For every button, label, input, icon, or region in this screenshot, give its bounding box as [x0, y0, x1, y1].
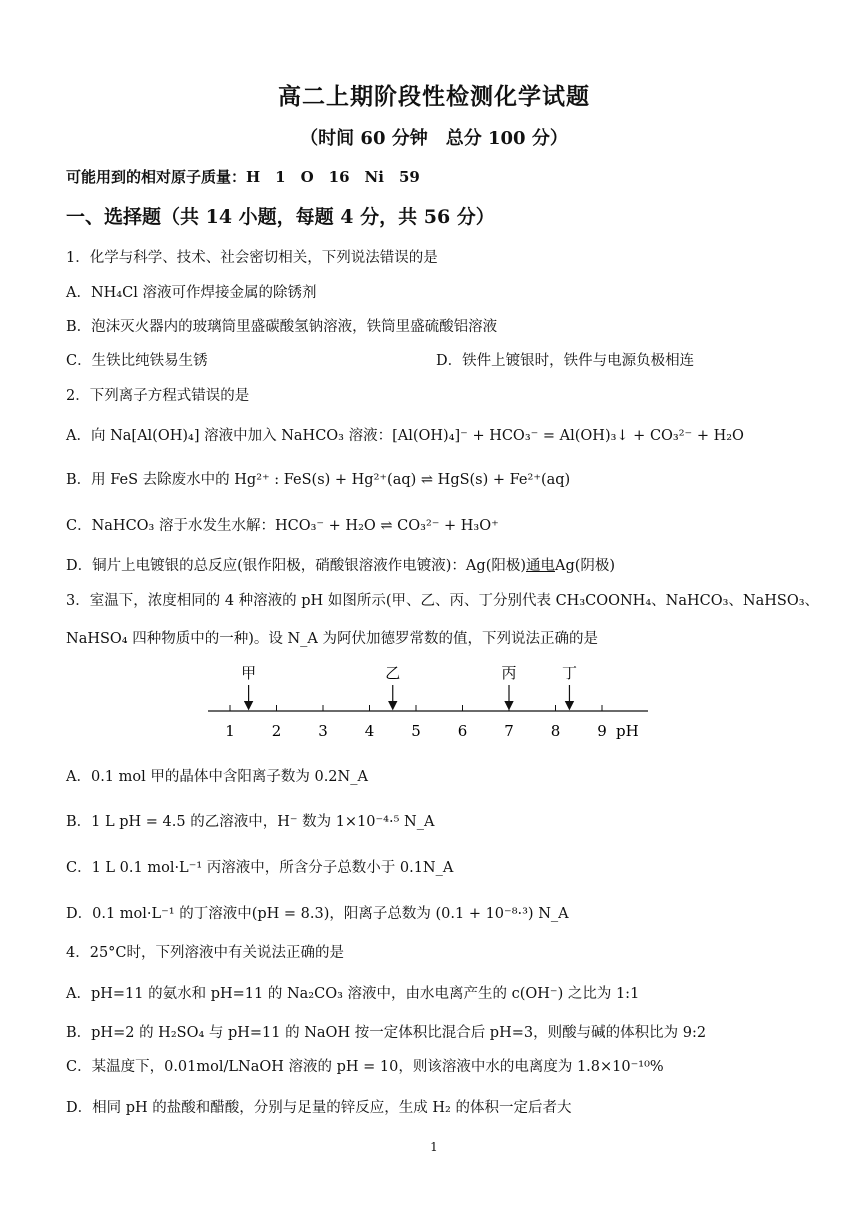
q3-stem-line2: NaHSO₄ 四种物质中的一种)。设 N_A 为阿伏加德罗常数的值，下列说法正确的是 [66, 631, 599, 647]
q4-option-c: C．某温度下，0.01mol/LNaOH 溶液的 pH = 10，则该溶液中水的电离度为 1.8×10⁻¹⁰% [66, 1059, 664, 1075]
q1-stem: 1．化学与科学、技术、社会密切相关，下列说法错误的是 [66, 250, 438, 266]
q1-option-c: C．生铁比纯铁易生锈 [66, 353, 208, 369]
marker-label: 丁 [561, 664, 577, 682]
atomic-masses: 可能用到的相对原子质量：H 1 O 16 Ni 59 [66, 168, 420, 186]
axis-tick-label: 5 [411, 722, 421, 740]
marker-label: 乙 [385, 664, 401, 682]
q2-d-post: Ag(阴极) [555, 558, 616, 574]
q4-option-b: B．pH=2 的 H₂SO₄ 与 pH=11 的 NaOH 按一定体积比混合后 pH=3，则酸与碱的体积比为 9:2 [66, 1025, 707, 1041]
axis-tick-label: 4 [364, 722, 375, 740]
q2-option-c: C．NaHCO₃ 溶于水发生水解：HCO₃⁻ + H₂O ⇌ CO₃²⁻ + H₃O⁺ [66, 518, 499, 534]
section-heading: 一、选择题（共 14 小题，每题 4 分，共 56 分） [66, 206, 495, 228]
q1-option-b: B．泡沫灭火器内的玻璃筒里盛碳酸氢钠溶液，铁筒里盛硫酸铝溶液 [66, 319, 498, 335]
axis-tick-label: 7 [504, 722, 514, 740]
q3-option-c: C．1 L 0.1 mol·L⁻¹ 丙溶液中，所含分子总数小于 0.1N_A [66, 860, 454, 876]
marker-label: 丙 [501, 664, 517, 682]
page-subtitle: （时间 60 分钟 总分 100 分） [300, 128, 568, 149]
q2-option-d [66, 554, 615, 575]
q2-option-b: B．用 FeS 去除废水中的 Hg²⁺ : FeS(s) + Hg²⁺(aq) ⇌ HgS(s) + Fe²⁺(aq) [66, 472, 571, 488]
ph-axis-svg [196, 660, 666, 745]
axis-tick-label: 2 [271, 722, 282, 740]
axis-tick-label: 1 [225, 722, 235, 740]
q1-option-d: D．铁件上镀银时，铁件与电源负极相连 [436, 353, 695, 369]
axis-tick-label: 3 [318, 722, 328, 740]
q2-d-pre: D．铜片上电镀银的总反应(银作阳极，硝酸银溶液作电镀液)：Ag(阳极) [66, 558, 527, 574]
marker-label: 甲 [241, 664, 257, 682]
q3-option-b: B．1 L pH = 4.5 的乙溶液中，H⁻ 数为 1×10⁻⁴·⁵ N_A [66, 814, 435, 830]
ph-axis-figure [196, 660, 666, 749]
q4-option-a: A．pH=11 的氨水和 pH=11 的 Na₂CO₃ 溶液中，由水电离产生的 c(OH⁻) 之比为 1:1 [66, 986, 640, 1002]
axis-tick-label: 9 [597, 722, 607, 740]
q3-option-a: A．0.1 mol 甲的晶体中含阳离子数为 0.2N_A [66, 769, 368, 785]
q2-option-a: A．向 Na[Al(OH)₄] 溶液中加入 NaHCO₃ 溶液：[Al(OH)₄]⁻ + HCO₃⁻ = Al(OH)₃↓ + CO₃²⁻ + H₂O [66, 428, 744, 444]
page-title: 高二上期阶段性检测化学试题 [278, 83, 590, 110]
axis-tick-label: 6 [457, 722, 468, 740]
q4-stem: 4．25°C时，下列溶液中有关说法正确的是 [66, 945, 345, 961]
q4-option-d: D．相同 pH 的盐酸和醋酸，分别与足量的锌反应，生成 H₂ 的体积一定后者大 [66, 1100, 572, 1116]
q2-d-arrow-label: 通电 [526, 558, 556, 574]
axis-unit-label: pH [616, 722, 639, 740]
axis-tick-label: 8 [550, 722, 561, 740]
page-number: 1 [430, 1140, 438, 1154]
q3-stem-line1: 3．室温下，浓度相同的 4 种溶液的 pH 如图所示(甲、乙、丙、丁分别代表 CH₃COONH₄、NaHCO₃、NaHSO₃、 [66, 593, 820, 609]
q3-option-d: D．0.1 mol·L⁻¹ 的丁溶液中(pH = 8.3)，阳离子总数为 (0.1 + 10⁻⁸·³) N_A [66, 906, 569, 922]
q2-stem: 2．下列离子方程式错误的是 [66, 388, 250, 404]
q1-option-a: A．NH₄Cl 溶液可作焊接金属的除锈剂 [66, 285, 317, 301]
